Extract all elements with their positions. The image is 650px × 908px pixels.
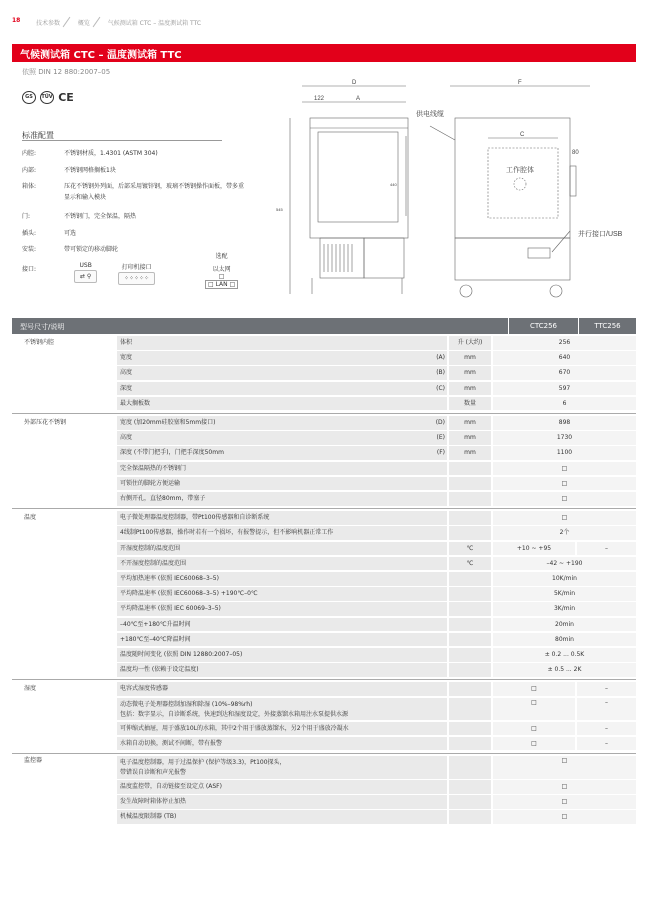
spec-table-header <box>12 318 636 334</box>
description-text: 高度 <box>120 369 133 377</box>
unit-cell <box>449 633 491 647</box>
side-work-chamber <box>488 148 558 218</box>
row-description <box>117 446 437 460</box>
section-divider <box>12 413 636 414</box>
table-row <box>12 682 636 696</box>
description-text: 最大搁板数 <box>120 399 151 407</box>
description-text: 温度均一性 (依赖于设定温度) <box>120 666 199 674</box>
usb-label: USB <box>79 262 92 269</box>
row-description <box>117 633 437 647</box>
row-description <box>117 663 437 677</box>
tuv-cert-icon: TÜV <box>40 91 54 104</box>
ttc-value: – <box>577 737 636 751</box>
unit-cell <box>449 795 491 809</box>
ttc-value: – <box>577 542 636 556</box>
ref-cell <box>437 526 447 540</box>
description-text: 可锁住的脚轮方便运输 <box>120 479 181 487</box>
checkbox-icon: □ <box>218 273 225 280</box>
description-text: 电容式湿度传感器 <box>120 685 169 693</box>
ref-cell <box>437 780 447 794</box>
ref-label: (A) <box>436 354 445 362</box>
shared-value: □ <box>493 511 636 525</box>
description-text: 宽度 (加20mm硅胶塞和5mm接口) <box>120 419 216 426</box>
unit-cell <box>449 780 491 794</box>
ref-cell <box>437 663 447 677</box>
ttc-value: – <box>577 682 636 696</box>
shared-value: □ <box>493 462 636 476</box>
description-text: +180℃至–40℃降温时间 <box>120 635 191 643</box>
ref-cell <box>437 477 447 491</box>
front-compressor-grille <box>320 238 364 278</box>
ref-cell <box>437 542 447 556</box>
description-text: 右侧开孔，直径80mm，带塞子 <box>120 495 206 502</box>
unit-cell <box>449 810 491 824</box>
standard-key: 箱体: <box>22 183 37 190</box>
breadcrumb-separator <box>92 18 106 26</box>
unit-cell: mm <box>449 366 491 380</box>
shared-value: 597 <box>493 382 636 396</box>
table-row <box>12 431 636 445</box>
description-text: 深度 <box>120 384 133 392</box>
ref-cell <box>437 602 447 616</box>
ref-label: (C) <box>436 384 445 392</box>
label-80: 80 <box>572 150 579 156</box>
ref-cell <box>437 336 447 350</box>
technical-drawing <box>270 76 640 306</box>
standard-key: 安装: <box>22 246 37 253</box>
ce-mark-icon: CE <box>58 91 74 104</box>
ref-label: (E) <box>436 434 445 442</box>
ref-cell <box>437 795 447 809</box>
section-title-bar <box>12 44 636 62</box>
unit-cell <box>449 602 491 616</box>
row-description <box>117 795 437 809</box>
table-row <box>12 477 636 491</box>
breadcrumb-item[interactable]: 气候测试箱 CTC – 温度测试箱 TTC <box>107 20 202 27</box>
table-row <box>12 737 636 751</box>
row-description <box>117 737 437 751</box>
optional-label: 选配 <box>215 253 228 260</box>
unit-cell <box>449 511 491 525</box>
unit-cell <box>449 572 491 586</box>
row-description <box>117 351 437 365</box>
breadcrumb <box>36 17 201 27</box>
unit-cell <box>449 477 491 491</box>
side-cabinet <box>455 118 570 238</box>
ctc-value: □ <box>493 682 575 696</box>
ref-cell <box>437 351 447 365</box>
shared-value: 5K/min <box>493 587 636 601</box>
usb-icon: ⇄ ⚲ <box>74 270 97 283</box>
description-text: 带错误自诊断和声光报警 <box>120 769 187 776</box>
front-cabinet <box>310 118 408 238</box>
table-row <box>12 648 636 662</box>
description-text: 体积 <box>120 339 133 346</box>
ethernet-label: 以太网 <box>212 266 231 273</box>
unit-cell <box>449 722 491 736</box>
table-row <box>12 618 636 632</box>
label-122: 122 <box>314 96 325 102</box>
table-row <box>12 397 636 411</box>
description-text: 动态微电子处理器控制加湿和除湿 (10%–98%rh) <box>120 700 253 708</box>
page-subtitle: 依照 DIN 12 880:2007–05 <box>22 68 111 76</box>
description-text: 机械温度限制器 (TB) <box>120 813 177 821</box>
unit-cell: mm <box>449 382 491 396</box>
section-divider <box>12 753 636 754</box>
shared-value: 3K/min <box>493 602 636 616</box>
ref-cell <box>437 446 447 460</box>
table-row <box>12 572 636 586</box>
standard-key: 接口: <box>22 266 37 273</box>
ref-cell <box>437 810 447 824</box>
shared-value: 10K/min <box>493 572 636 586</box>
table-row <box>12 698 636 721</box>
page-number: 18 <box>12 17 21 24</box>
shared-value: 898 <box>493 416 636 430</box>
breadcrumb-separator <box>62 18 76 26</box>
standard-key: 插头: <box>22 230 37 237</box>
ref-cell <box>437 511 447 525</box>
unit-cell <box>449 737 491 751</box>
label-work-chamber: 工作腔体 <box>506 167 534 174</box>
table-row <box>12 382 636 396</box>
ref-cell <box>437 397 447 411</box>
unit-cell <box>449 492 491 506</box>
unit-cell: mm <box>449 416 491 430</box>
ref-cell <box>437 492 447 506</box>
ref-cell <box>437 557 447 571</box>
ref-label: (B) <box>436 369 445 377</box>
table-row <box>12 446 636 460</box>
ref-cell <box>437 722 447 736</box>
description-text: 温度监控带，自动链接至设定点 (ASF) <box>120 783 222 790</box>
divider <box>22 140 222 141</box>
description-text: 平均加热速率 (依照 IEC60068–3–5) <box>120 575 219 582</box>
shared-value: 256 <box>493 336 636 350</box>
row-description <box>117 462 437 476</box>
row-description <box>117 431 437 445</box>
unit-cell <box>449 526 491 540</box>
table-row <box>12 633 636 647</box>
ref-cell <box>437 756 447 779</box>
row-description <box>117 648 437 662</box>
ref-cell <box>437 462 447 476</box>
table-row <box>12 462 636 476</box>
table-row <box>12 526 636 540</box>
label-a: A <box>356 96 361 102</box>
shared-value: 1100 <box>493 446 636 460</box>
breadcrumb-item[interactable]: 概览 <box>77 20 90 27</box>
section-divider <box>12 679 636 680</box>
lan-label: LAN <box>215 281 228 288</box>
row-description <box>117 587 437 601</box>
table-row <box>12 557 636 571</box>
lan-port: □ LAN □ <box>205 280 238 289</box>
ref-cell <box>437 618 447 632</box>
table-row <box>12 366 636 380</box>
standard-value: 压花不锈钢外列面，后部采用镀锌钢，玻璃不锈钢操作面板，带多重显示和输入模块 <box>64 183 245 201</box>
ctc-value: □ <box>493 722 575 736</box>
ref-cell <box>437 431 447 445</box>
ref-cell <box>437 698 447 721</box>
ref-cell <box>437 572 447 586</box>
front-window <box>318 132 398 222</box>
ref-cell <box>437 737 447 751</box>
standard-value: 可选 <box>64 230 77 237</box>
label-parallel-usb: 并行接口/USB <box>578 231 623 238</box>
table-row <box>12 587 636 601</box>
section-divider <box>12 508 636 509</box>
ref-cell <box>437 366 447 380</box>
ctc-value: □ <box>493 698 575 721</box>
row-description <box>117 542 437 556</box>
unit-cell: ℃ <box>449 557 491 571</box>
unit-cell <box>449 618 491 632</box>
label-power-cable: 供电线缆 <box>416 111 444 118</box>
shared-value: □ <box>493 810 636 824</box>
shared-value: 80min <box>493 633 636 647</box>
description-text: 4线制Pt100传感器，操作时若有一个损坏，有报警提示，但不影响机器正常工作 <box>120 529 334 537</box>
description-text: 包括：数字显示，自诊断系统，快速到达和湿度设定，外接蒸馏水箱用注水泵提供水源 <box>120 710 349 718</box>
row-description <box>117 492 437 506</box>
gs-cert-icon: GS <box>22 91 36 104</box>
table-row <box>12 722 636 736</box>
printer-interface <box>118 262 155 285</box>
certification-logos <box>22 91 74 104</box>
shared-value: 1730 <box>493 431 636 445</box>
ttc-value: – <box>577 698 636 721</box>
standard-key: 门: <box>22 213 31 220</box>
description-text: 发生故障时箱体停止加热 <box>120 798 187 806</box>
row-description <box>117 810 437 824</box>
row-description <box>117 526 437 540</box>
table-row <box>12 511 636 525</box>
unit-cell <box>449 462 491 476</box>
ethernet-interface <box>205 251 238 289</box>
unit-cell: 数量 <box>449 397 491 411</box>
row-description <box>117 698 437 721</box>
standard-value: 不锈钢材质，1.4301 (ASTM 304) <box>64 150 158 157</box>
printer-port-icon: ⁘⁘⁘⁘⁘ <box>118 272 155 285</box>
shared-value: □ <box>493 477 636 491</box>
description-text: 高度 <box>120 434 133 442</box>
printer-label: 打印机接口 <box>121 264 152 271</box>
ttc-value: – <box>577 722 636 736</box>
row-description <box>117 416 437 430</box>
row-description <box>117 511 437 525</box>
standard-key: 内腔: <box>22 150 37 157</box>
ctc-value: +10 ~ +95 <box>493 542 575 556</box>
table-row <box>12 351 636 365</box>
col-ctc256: CTC256 <box>508 318 578 334</box>
label-f: F <box>518 80 522 86</box>
unit-cell <box>449 587 491 601</box>
standard-value: 带可锁定的移动脚轮 <box>64 246 119 253</box>
shared-value: □ <box>493 492 636 506</box>
row-description <box>117 397 437 411</box>
section-label: 不锈钢内腔 <box>24 339 55 346</box>
usb-interface <box>74 262 97 283</box>
table-row <box>12 492 636 506</box>
table-row <box>12 663 636 677</box>
ref-cell <box>437 633 447 647</box>
row-description <box>117 618 437 632</box>
ref-label: (F) <box>436 449 445 457</box>
standard-value: 不锈钢门，完全保温，隔热 <box>64 213 137 220</box>
row-description <box>117 572 437 586</box>
table-row <box>12 756 636 779</box>
description-text: 电子温度控制器，用于过温保护 (保护等级3.3)，Pt100探头， <box>120 759 286 766</box>
standard-config-heading: 标准配置 <box>22 131 54 140</box>
shared-value: □ <box>493 756 636 779</box>
row-description <box>117 477 437 491</box>
description-text: –40℃至+180℃升温时间 <box>120 620 191 628</box>
description-text: 深度 (不带门把手)，门把手深度50mm <box>120 449 224 457</box>
unit-cell <box>449 648 491 662</box>
breadcrumb-item[interactable]: 技术参数 <box>36 20 61 27</box>
section-label: 温度 <box>24 514 37 522</box>
shared-value: 670 <box>493 366 636 380</box>
label-440: 440 <box>390 182 397 187</box>
unit-cell <box>449 682 491 696</box>
description-text: 水箱自动切换，测试不间断，带有报警 <box>120 739 223 747</box>
table-row <box>12 602 636 616</box>
row-description <box>117 366 437 380</box>
row-description <box>117 382 437 396</box>
ctc-value: □ <box>493 737 575 751</box>
description-text: 电子微处理器温度控制器，带Pt100传感器和自诊断系统 <box>120 514 270 522</box>
row-description <box>117 756 437 779</box>
shared-value: –42 ~ +190 <box>493 557 636 571</box>
section-label: 监控器 <box>24 757 43 764</box>
row-description <box>117 557 437 571</box>
unit-cell: mm <box>449 351 491 365</box>
section-label: 外部压花不锈钢 <box>24 419 67 426</box>
unit-cell: mm <box>449 446 491 460</box>
page-header <box>0 0 650 40</box>
unit-cell: ℃ <box>449 542 491 556</box>
shared-value: ± 0.5 ... 2K <box>493 663 636 677</box>
ref-cell <box>437 587 447 601</box>
description-text: 温度随时间变化 (依照 DIN 12880:2007–05) <box>120 651 243 658</box>
row-description <box>117 602 437 616</box>
unit-cell <box>449 698 491 721</box>
table-row <box>12 810 636 824</box>
ref-cell <box>437 416 447 430</box>
table-row <box>12 795 636 809</box>
row-description <box>117 722 437 736</box>
shared-value: □ <box>493 780 636 794</box>
description-text: 完全保温隔热的不锈钢门 <box>120 464 187 472</box>
row-description <box>117 682 437 696</box>
description-text: 开湿度控制的温度范围 <box>120 544 181 552</box>
shared-value: 20min <box>493 618 636 632</box>
standard-value: 不锈钢网格搁板1块 <box>64 167 116 174</box>
table-row <box>12 780 636 794</box>
table-row <box>12 542 636 556</box>
description-text: 宽度 <box>120 354 133 362</box>
description-text: 平均降温速率 (依照 IEC 60069–3–5) <box>120 605 221 613</box>
ref-cell <box>437 648 447 662</box>
row-description <box>117 780 437 794</box>
col-ttc256: TTC256 <box>578 318 636 334</box>
label-c: C <box>520 132 525 138</box>
ref-cell <box>437 682 447 696</box>
label-d: D <box>352 80 357 86</box>
shared-value: 6 <box>493 397 636 411</box>
page-title: 气候测试箱 CTC – 温度测试箱 TTC <box>20 50 182 61</box>
unit-cell <box>449 756 491 779</box>
standard-key: 内部: <box>22 167 37 174</box>
table-row <box>12 416 636 430</box>
ref-label: (D) <box>435 419 445 426</box>
shared-value: ± 0.2 ... 0.5K <box>493 648 636 662</box>
shared-value: 2个 <box>493 526 636 540</box>
shared-value: □ <box>493 795 636 809</box>
section-label: 湿度 <box>24 685 37 693</box>
unit-cell: mm <box>449 431 491 445</box>
unit-cell <box>449 663 491 677</box>
table-row <box>12 336 636 350</box>
unit-cell: 升 (大约) <box>449 336 491 350</box>
description-text: 可伸缩式抽屉，用于盛放10L的水箱，其中2个用于盛放蒸馏水，另2个用于盛放冷凝水 <box>120 724 349 732</box>
shared-value: 640 <box>493 351 636 365</box>
label-545: 545 <box>276 207 283 212</box>
description-text: 平均降温速率 (依照 IEC60068–3–5) +190℃–0℃ <box>120 590 258 598</box>
row-description <box>117 336 437 350</box>
description-text: 不开湿度控制的温度范围 <box>120 559 187 567</box>
ref-cell <box>437 382 447 396</box>
table-title: 型号尺寸/说明 <box>20 323 65 331</box>
